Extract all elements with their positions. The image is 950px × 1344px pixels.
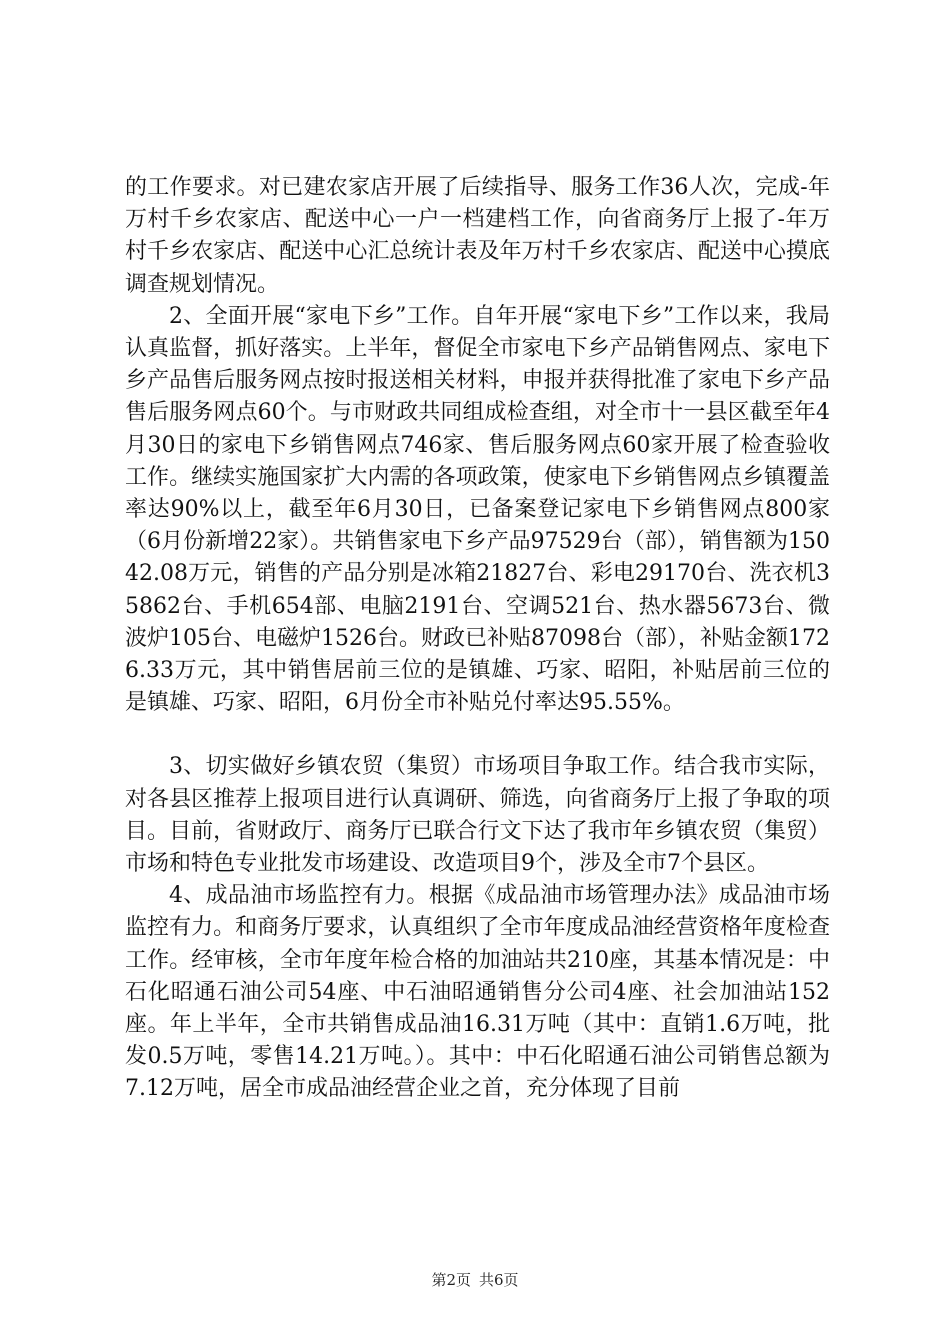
page-number: 第2页 [431, 1271, 471, 1289]
paragraph-farmers-market: 3、切实做好乡镇农贸（集贸）市场项目争取工作。结合我市实际，对各县区推荐上报项目进行认真调研、筛选，向省商务厅上报了争取的项目。目前，省财政厅、商务厅已联合行文下达了我市年乡镇农贸（集贸）市场和特色专业批发市场建设、改造项目9个，涉及全市7个县区。 [125, 754, 830, 877]
paragraph-home-appliances: 2、全面开展“家电下乡”工作。自年开展“家电下乡”工作以来，我局认真监督，抓好落实。上半年，督促全市家电下乡产品销售网点、家电下乡产品售后服务网点按时报送相关材料，申报并获得批准了家电下乡产品售后服务网点60个。与市财政共同组成检查组，对全市十一县区截至年4月30日的家电下乡销售网点746家、售后服务网点60家开展了检查验收工作。继续实施国家扩大内需的各项政策，使家电下乡销售网点乡镇覆盖率达90%以上，截至年6月30日，已备案登记家电下乡销售网点800家（6月份新增22家）。共销售家电下乡产品97529台（部），销售额为15042.08万元，销售的产品分别是冰箱21827台、彩电29170台、洗衣机35862台、手机654部、电脑2191台、空调521台、热水器5673台、微波炉105台、电磁炉1526台。财政已补贴87098台（部），补贴金额1726.33万元，其中销售居前三位的是镇雄、巧家、昭阳，补贴居前三位的是镇雄、巧家、昭阳，6月份全市补贴兑付率达95.55%。 [125, 303, 830, 716]
paragraph-continuation: 的工作要求。对已建农家店开展了后续指导、服务工作36人次，完成-年万村千乡农家店、配送中心一户一档建档工作，向省商务厅上报了-年万村千乡农家店、配送中心汇总统计表及年万村千乡农家店、配送中心摸底调查规划情况。 [125, 175, 830, 297]
document-body [125, 172, 830, 1106]
paragraph-oil-market: 4、成品油市场监控有力。根据《成品油市场管理办法》成品油市场监控有力。和商务厅要求，认真组织了全市年度成品油经营资格年度检查工作。经审核，全市年度年检合格的加油站共210座，其基本情况是：中石化昭通石油公司54座、中石油昭通销售分公司4座、社会加油站152座。年上半年，全市共销售成品油16.31万吨（其中：直销1.6万吨，批发0.5万吨，零售14.21万吨。）。其中：中石化昭通石油公司销售总额为7.12万吨，居全市成品油经营企业之首，充分体现了目前 [125, 883, 830, 1102]
page-total: 共6页 [479, 1271, 519, 1289]
page-footer [0, 1270, 950, 1290]
